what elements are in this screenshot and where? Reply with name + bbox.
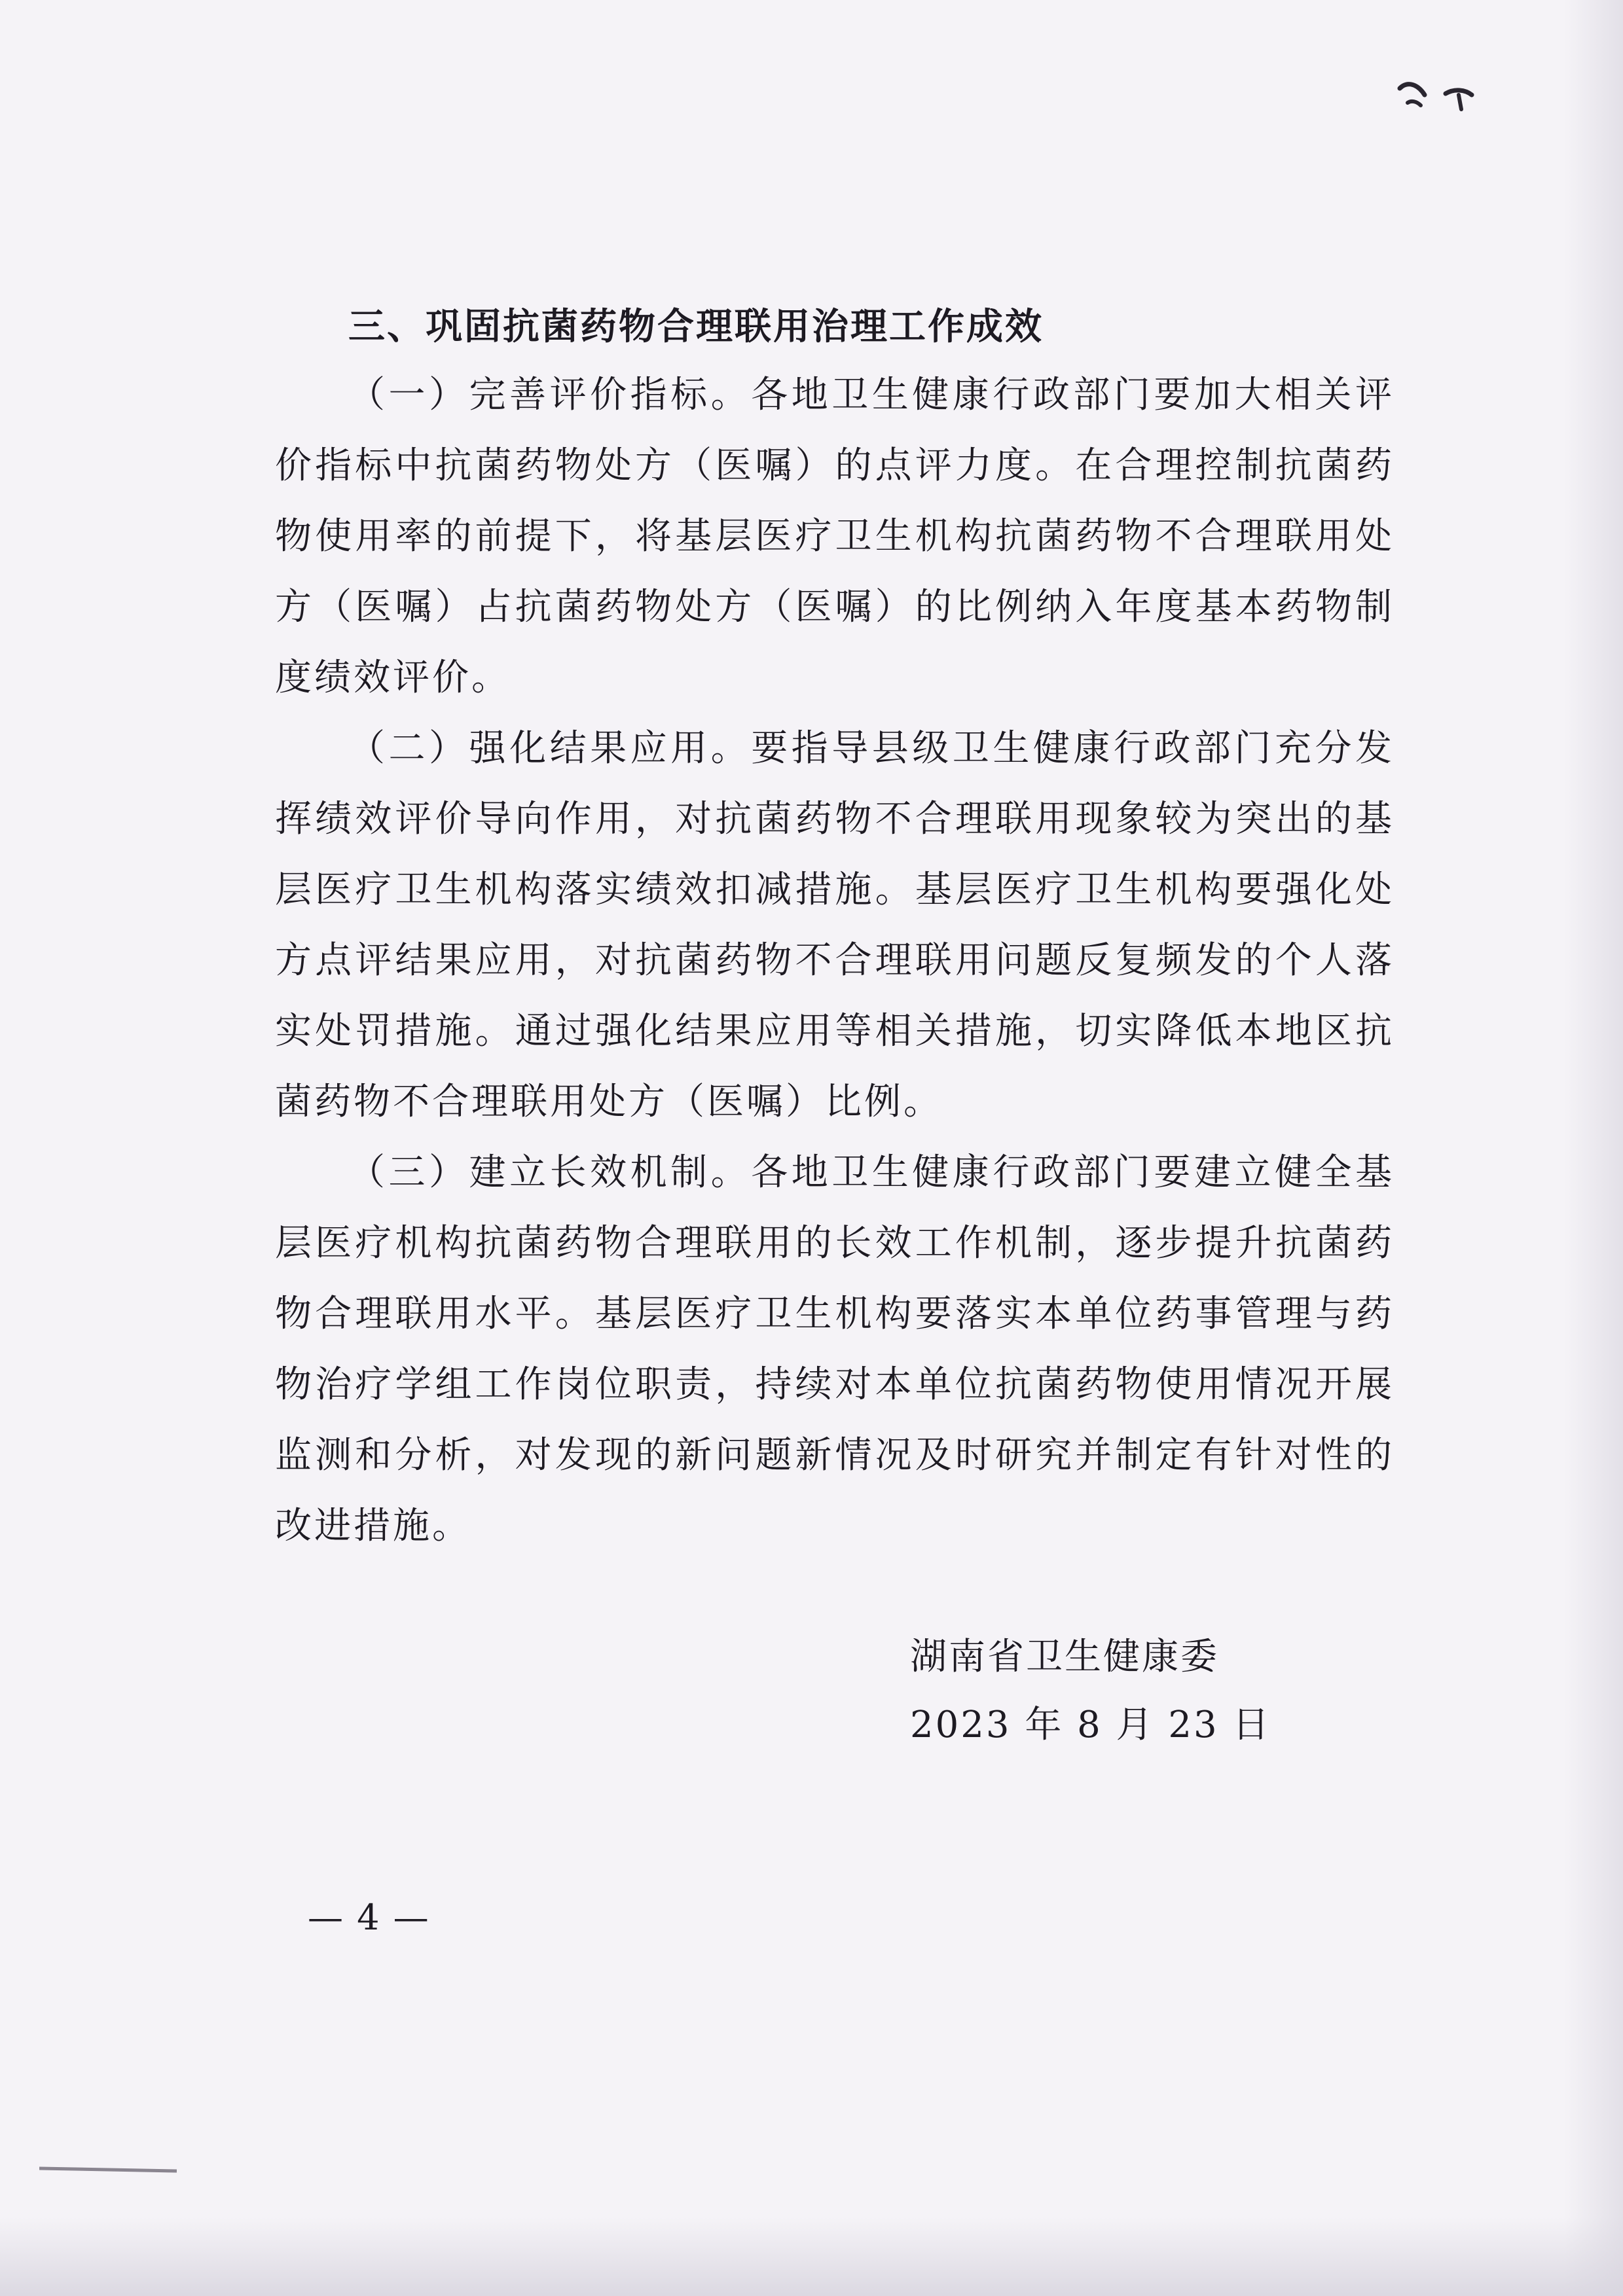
- scan-edge-shadow-right: [1564, 0, 1623, 2296]
- paragraph-long-term-mechanism: （三）建立长效机制。各地卫生健康行政部门要建立健全基层医疗机构抗菌药物合理联用的长效工作机制，逐步提升抗菌药物合理联用水平。基层医疗卫生机构要落实本单位药事管理与药物治疗学组工作岗位职责，持续对本单位抗菌药物使用情况开展监测和分析，对发现的新问题新情况及时研究并制定有针对性的改进措施。: [275, 1151, 1395, 1547]
- signature-block: [910, 1623, 1271, 1759]
- issue-date: 2023 年 8 月 23 日: [910, 1704, 1271, 1746]
- paragraph-evaluation-indicators: （一）完善评价指标。各地卫生健康行政部门要加大相关评价指标中抗菌药物处方（医嘱）的点评力度。在合理控制抗菌药物使用率的前提下，将基层医疗卫生机构抗菌药物不合理联用处方（医嘱）占抗菌药物处方（医嘱）的比例纳入年度基本药物制度绩效评价。: [275, 374, 1395, 699]
- scan-edge-line-icon: [39, 2163, 177, 2176]
- binding-mark-icon: [1395, 69, 1480, 121]
- scan-edge-shadow-bottom: [0, 2217, 1623, 2296]
- issuing-organization: 湖南省卫生健康委: [910, 1636, 1219, 1678]
- document-body: [275, 295, 1395, 1562]
- paragraph-result-application: （二）强化结果应用。要指导县级卫生健康行政部门充分发挥绩效评价导向作用，对抗菌药物不合理联用现象较为突出的基层医疗卫生机构落实绩效扣减措施。基层医疗卫生机构要强化处方点评结果应用，对抗菌药物不合理联用问题反复频发的个人落实处罚措施。通过强化结果应用等相关措施，切实降低本地区抗菌药物不合理联用处方（医嘱）比例。: [275, 727, 1395, 1123]
- section-heading: 三、巩固抗菌药物合理联用治理工作成效: [348, 306, 1044, 348]
- page-number: — 4 —: [308, 1897, 430, 1938]
